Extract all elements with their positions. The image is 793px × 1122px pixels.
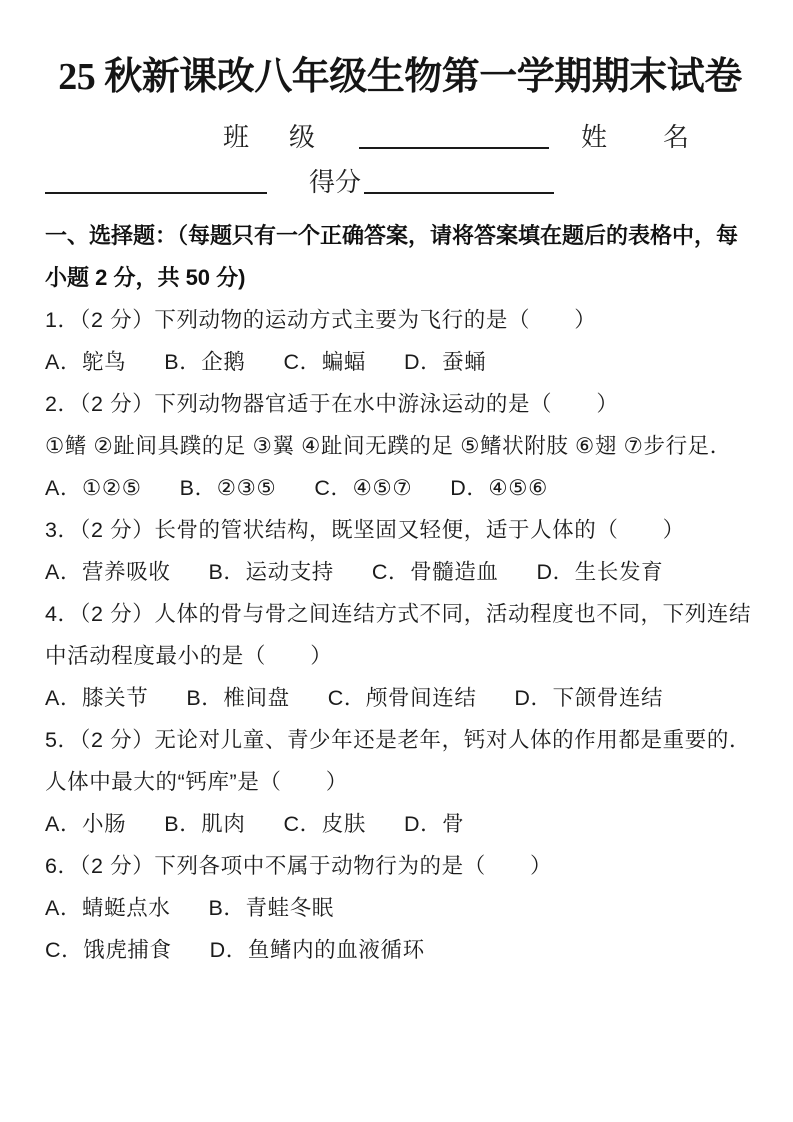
score-blank bbox=[364, 188, 554, 194]
section-heading: 一、选择题：（每题只有一个正确答案，请将答案填在题后的表格中，每小题 2 分，共 50 分) bbox=[45, 223, 739, 290]
question-6-options-row-1 bbox=[45, 887, 755, 929]
question-5 bbox=[45, 719, 755, 845]
question-2-option-d: D．④⑤⑥ bbox=[450, 476, 549, 500]
name-label-char-1: 姓 bbox=[581, 123, 608, 152]
question-3-stem: 3．（2 分）长骨的管状结构，既坚固又轻便，适于人体的（ ） bbox=[45, 518, 685, 542]
question-6 bbox=[45, 845, 755, 971]
page-title: 25 秋新课改八年级生物第一学期期末试卷 bbox=[58, 56, 742, 98]
question-4-options bbox=[45, 677, 755, 719]
question-1-options bbox=[45, 341, 755, 383]
class-label-char-2: 级 bbox=[289, 123, 316, 152]
question-5-option-d: D．骨 bbox=[403, 812, 465, 836]
score-row bbox=[45, 161, 755, 205]
question-3-option-d: D．生长发育 bbox=[536, 560, 664, 584]
question-5-option-a: A．小肠 bbox=[45, 812, 127, 836]
question-1-option-c: C．蝙蝠 bbox=[283, 350, 366, 374]
question-5-stem: 5．（2 分）无论对儿童、青少年还是老年，钙对人体的作用都是重要的．人体中最大的“钙库”是（ ） bbox=[45, 728, 752, 794]
question-5-option-b: B．肌肉 bbox=[164, 812, 246, 836]
question-2-options bbox=[45, 467, 755, 509]
question-3 bbox=[45, 509, 755, 593]
question-6-option-a: A．蜻蜓点水 bbox=[45, 896, 171, 920]
question-4-stem: 4．（2 分）人体的骨与骨之间连结方式不同，活动程度也不同，下列连结中活动程度最小的是（ ） bbox=[45, 602, 752, 668]
question-5-options bbox=[45, 803, 755, 845]
question-2 bbox=[45, 383, 755, 509]
question-4-option-d: D．下颌骨连结 bbox=[514, 686, 664, 710]
question-1 bbox=[45, 299, 755, 383]
question-2-option-b: B．②③⑤ bbox=[179, 476, 277, 500]
question-4-option-b: B．椎间盘 bbox=[186, 686, 290, 710]
question-3-option-a: A．营养吸收 bbox=[45, 560, 171, 584]
question-2-option-a: A．①②⑤ bbox=[45, 476, 142, 500]
exam-body bbox=[45, 215, 755, 971]
question-2-option-c: C．④⑤⑦ bbox=[314, 476, 413, 500]
question-3-option-b: B．运动支持 bbox=[208, 560, 334, 584]
name-blank bbox=[45, 188, 267, 194]
name-label-char-2: 名 bbox=[663, 123, 690, 152]
question-2-items: ①鳍 ②趾间具蹼的足 ③翼 ④趾间无蹼的足 ⑤鳍状附肢 ⑥翅 ⑦步行足． bbox=[45, 434, 732, 458]
question-1-option-b: B．企鹅 bbox=[164, 350, 246, 374]
header-fields bbox=[45, 116, 755, 205]
question-2-stem: 2．（2 分）下列动物器官适于在水中游泳运动的是（ ） bbox=[45, 392, 619, 416]
question-4 bbox=[45, 593, 755, 719]
question-6-option-b: B．青蛙冬眠 bbox=[208, 896, 334, 920]
question-3-option-c: C．骨髓造血 bbox=[371, 560, 499, 584]
question-1-option-d: D．蚕蛹 bbox=[403, 350, 487, 374]
class-label-char-1: 班 bbox=[223, 123, 250, 152]
question-4-option-a: A．膝关节 bbox=[45, 686, 149, 710]
question-6-stem: 6．（2 分）下列各项中不属于动物行为的是（ ） bbox=[45, 854, 553, 878]
question-6-option-d: D．鱼鳍内的血液循环 bbox=[209, 938, 425, 962]
question-4-option-c: C．颅骨间连结 bbox=[327, 686, 477, 710]
question-5-option-c: C．皮肤 bbox=[283, 812, 366, 836]
question-6-options-row-2 bbox=[45, 929, 755, 971]
class-blank bbox=[359, 143, 549, 149]
question-1-option-a: A．鸵鸟 bbox=[45, 350, 127, 374]
question-3-options bbox=[45, 551, 755, 593]
score-label: 得分 bbox=[309, 168, 362, 197]
class-name-row bbox=[45, 116, 755, 160]
question-1-stem: 1．（2 分）下列动物的运动方式主要为飞行的是（ ） bbox=[45, 308, 597, 332]
question-6-option-c: C．饿虎捕食 bbox=[45, 938, 172, 962]
